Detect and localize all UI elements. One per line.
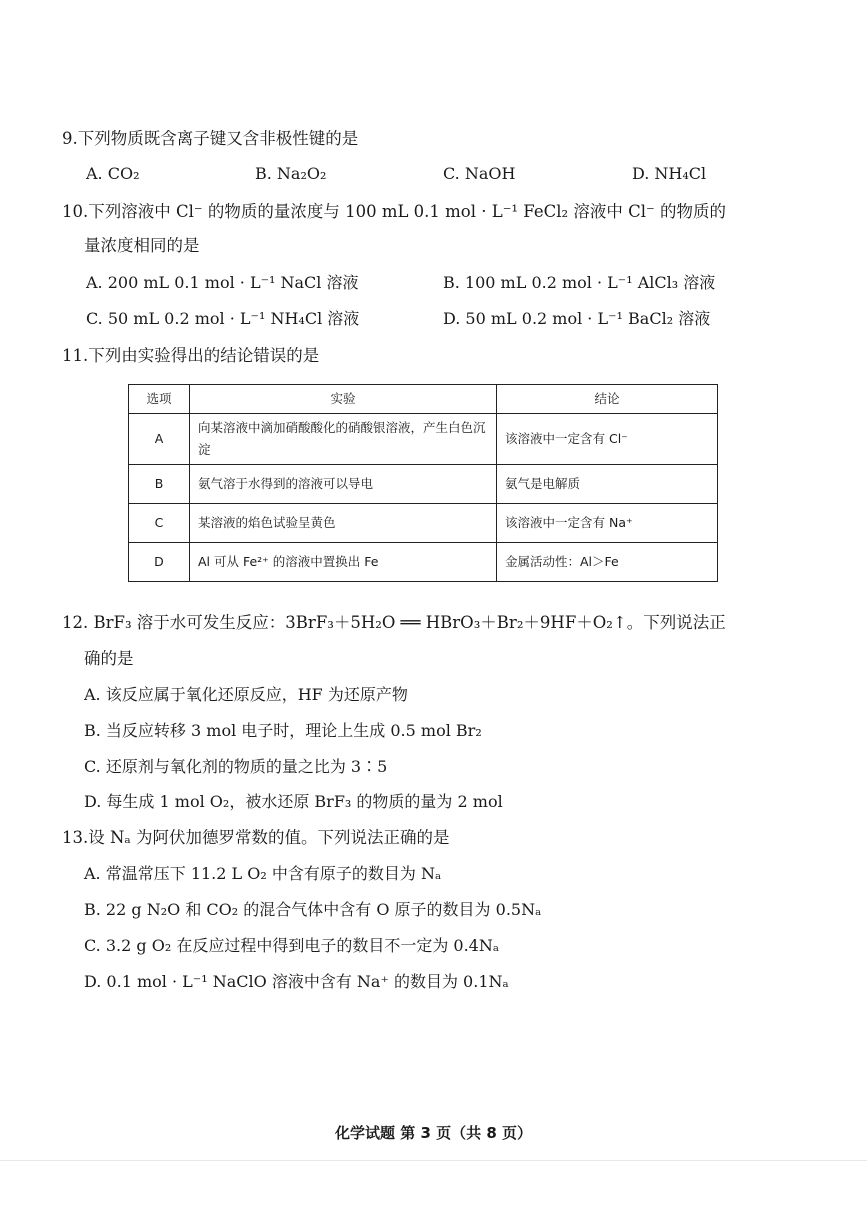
- q12-option-b: B. 当反应转移 3 mol 电子时，理论上生成 0.5 mol Br₂: [84, 721, 482, 740]
- q10-option-b: B. 100 mL 0.2 mol · L⁻¹ AlCl₃ 溶液: [443, 273, 716, 292]
- q9-option-d: D. NH₄Cl: [632, 164, 707, 183]
- q9-option-c: C. NaOH: [443, 164, 516, 183]
- q10-option-a: A. 200 mL 0.1 mol · L⁻¹ NaCl 溶液: [86, 273, 359, 292]
- q12-option-d: D. 每生成 1 mol O₂，被水还原 BrF₃ 的物质的量为 2 mol: [84, 792, 503, 811]
- header-conclusion: 结论: [497, 385, 718, 414]
- q13-stem: 13.设 Nₐ 为阿伏加德罗常数的值。下列说法正确的是: [62, 828, 450, 847]
- q12-stem-line1: 12. BrF₃ 溶于水可发生反应：3BrF₃＋5H₂O ══ HBrO₃＋Br₂＋9HF＋O₂↑。下列说法正: [62, 613, 726, 632]
- header-option: 选项: [129, 385, 190, 414]
- table-header-row: [129, 385, 718, 414]
- row-experiment: 氨气溶于水得到的溶液可以导电: [190, 465, 497, 504]
- q13-option-c: C. 3.2 g O₂ 在反应过程中得到电子的数目不一定为 0.4Nₐ: [84, 936, 500, 955]
- q12-option-c: C. 还原剂与氧化剂的物质的量之比为 3∶5: [84, 757, 388, 776]
- row-conclusion: 氨气是电解质: [497, 465, 718, 504]
- row-experiment: 某溶液的焰色试验呈黄色: [190, 504, 497, 543]
- row-conclusion: 该溶液中一定含有 Cl⁻: [497, 414, 718, 465]
- table-row: [129, 465, 718, 504]
- experiment-table: [128, 384, 718, 582]
- page-divider: [0, 1160, 867, 1161]
- row-option: C: [129, 504, 190, 543]
- q13-option-a: A. 常温常压下 11.2 L O₂ 中含有原子的数目为 Nₐ: [84, 864, 442, 883]
- q10-option-d: D. 50 mL 0.2 mol · L⁻¹ BaCl₂ 溶液: [443, 309, 711, 328]
- row-conclusion: 该溶液中一定含有 Na⁺: [497, 504, 718, 543]
- q11-stem: 11.下列由实验得出的结论错误的是: [62, 346, 320, 365]
- row-experiment: Al 可从 Fe²⁺ 的溶液中置换出 Fe: [190, 543, 497, 582]
- q9-option-b: B. Na₂O₂: [255, 164, 327, 183]
- table-row: [129, 414, 718, 465]
- q10-stem-line1: 10.下列溶液中 Cl⁻ 的物质的量浓度与 100 mL 0.1 mol · L⁻¹ FeCl₂ 溶液中 Cl⁻ 的物质的: [62, 202, 726, 221]
- q13-option-b: B. 22 g N₂O 和 CO₂ 的混合气体中含有 O 原子的数目为 0.5Nₐ: [84, 900, 542, 919]
- q9-option-a: A. CO₂: [86, 164, 140, 183]
- table-row: [129, 543, 718, 582]
- row-option: B: [129, 465, 190, 504]
- row-option: D: [129, 543, 190, 582]
- row-option: A: [129, 414, 190, 465]
- row-conclusion: 金属活动性：Al＞Fe: [497, 543, 718, 582]
- q10-option-c: C. 50 mL 0.2 mol · L⁻¹ NH₄Cl 溶液: [86, 309, 360, 328]
- page-footer: 化学试题 第 3 页（共 8 页）: [335, 1124, 532, 1142]
- q12-option-a: A. 该反应属于氧化还原反应，HF 为还原产物: [84, 685, 408, 704]
- q13-option-d: D. 0.1 mol · L⁻¹ NaClO 溶液中含有 Na⁺ 的数目为 0.1Nₐ: [84, 972, 509, 991]
- q12-stem-line2: 确的是: [84, 649, 134, 668]
- q9-stem: 9.下列物质既含离子键又含非极性键的是: [62, 129, 359, 148]
- header-experiment: 实验: [190, 385, 497, 414]
- q10-stem-line2: 量浓度相同的是: [84, 236, 200, 255]
- row-experiment: 向某溶液中滴加硝酸酸化的硝酸银溶液，产生白色沉淀: [190, 414, 497, 465]
- table-row: [129, 504, 718, 543]
